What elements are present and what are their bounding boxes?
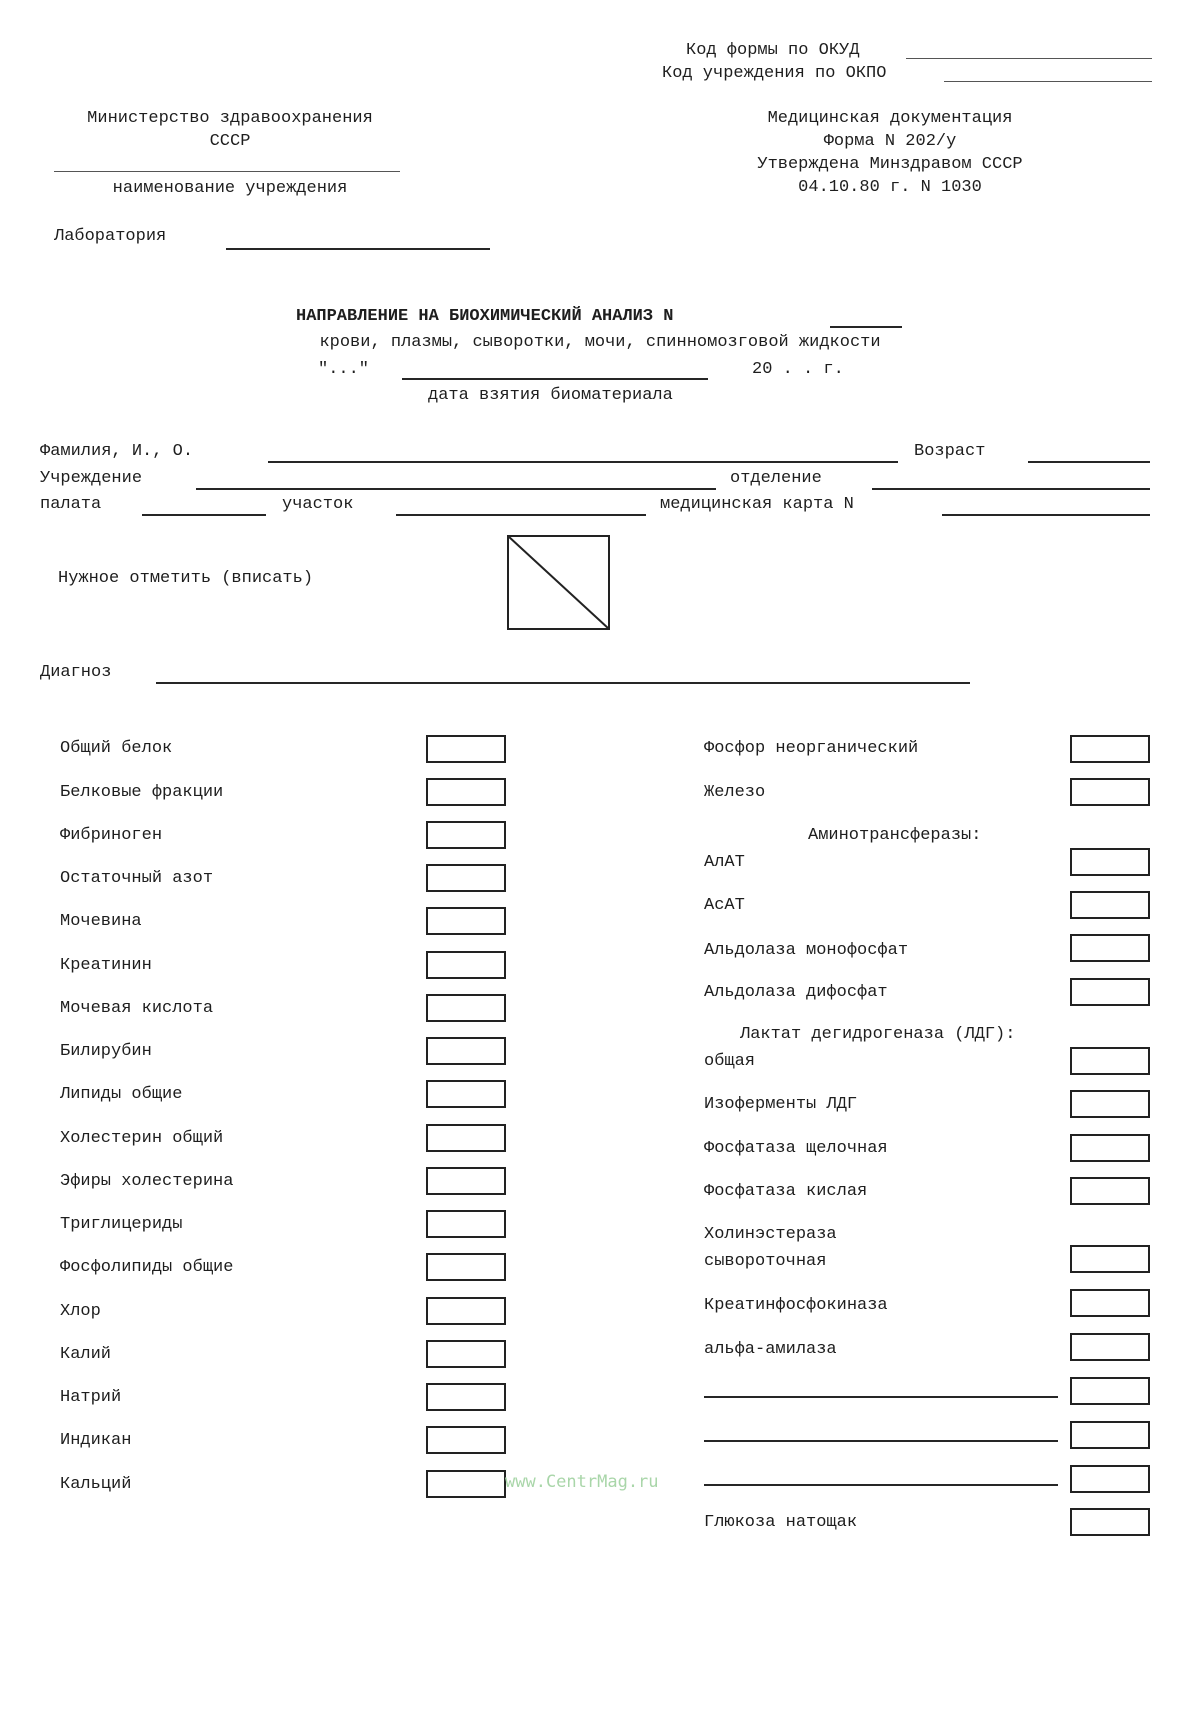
institution-code-field[interactable] [944,81,1152,82]
test-label: Фосфатаза щелочная [704,1139,888,1158]
doc-line-1: Медицинская документация [767,109,1013,128]
test-label: Эфиры холестерина [60,1172,234,1191]
institution-field[interactable] [196,488,716,490]
department-label: отделение [730,469,822,488]
institution-code-label: Код учреждения по ОКПО [662,64,887,83]
test-checkbox[interactable] [426,1297,506,1325]
test-checkbox[interactable] [1070,934,1150,962]
institution-name-field[interactable] [54,171,400,172]
test-checkbox[interactable] [1070,1465,1150,1493]
test-checkbox[interactable] [1070,891,1150,919]
doc-line-3: Утверждена Минздравом СССР [757,155,1023,174]
institution-caption: наименование учреждения [112,179,348,198]
test-label: Альдолаза дифосфат [704,983,888,1002]
diagnosis-field[interactable] [156,682,970,684]
test-checkbox[interactable] [1070,778,1150,806]
test-checkbox[interactable] [426,1037,506,1065]
test-label: Билирубин [60,1042,152,1061]
age-field[interactable] [1028,461,1150,463]
test-checkbox[interactable] [426,821,506,849]
test-checkbox[interactable] [426,994,506,1022]
district-field[interactable] [396,514,646,516]
form-code-field[interactable] [906,58,1152,59]
test-checkbox[interactable] [1070,1421,1150,1449]
form-subtitle: крови, плазмы, сыворотки, мочи, спинномозговой жидкости [319,333,881,352]
test-checkbox[interactable] [426,1210,506,1238]
test-label: Мочевина [60,912,142,931]
date-caption: дата взятия биоматериала [428,386,673,405]
department-field[interactable] [872,488,1150,490]
group-heading: Лактат дегидрогеназа (ЛДГ): [740,1025,1016,1044]
custom-test-field[interactable] [704,1440,1058,1442]
test-label: Мочевая кислота [60,999,214,1018]
test-checkbox[interactable] [1070,1289,1150,1317]
test-label: Холинэстераза [704,1225,837,1244]
test-label: Фосфатаза кислая [704,1182,868,1201]
test-checkbox[interactable] [426,1080,506,1108]
test-checkbox[interactable] [426,1470,506,1498]
test-label: Кальций [60,1475,132,1494]
test-checkbox[interactable] [1070,1090,1150,1118]
test-label: Общий белок [60,739,173,758]
test-checkbox[interactable] [1070,735,1150,763]
crossed-box-icon [507,535,611,631]
test-checkbox[interactable] [1070,848,1150,876]
test-label: альфа-амилаза [704,1340,837,1359]
fio-label: Фамилия, И., О. [40,442,194,461]
test-label: Хлор [60,1302,101,1321]
form-number-field[interactable] [830,326,902,328]
test-checkbox[interactable] [426,907,506,935]
test-checkbox[interactable] [1070,1508,1150,1536]
date-year: 20 . . г. [752,360,844,379]
test-checkbox[interactable] [426,1167,506,1195]
test-checkbox[interactable] [426,864,506,892]
test-label: Фибриноген [60,826,163,845]
test-label: Фосфолипиды общие [60,1258,234,1277]
test-checkbox[interactable] [426,1124,506,1152]
test-label: Остаточный азот [60,869,214,888]
custom-test-field[interactable] [704,1484,1058,1486]
test-checkbox[interactable] [1070,978,1150,1006]
test-label: АсАТ [704,896,745,915]
test-label: Изоферменты ЛДГ [704,1095,858,1114]
test-label: АлАТ [704,853,745,872]
fio-field[interactable] [268,461,898,463]
ward-field[interactable] [142,514,266,516]
test-checkbox[interactable] [1070,1047,1150,1075]
test-checkbox[interactable] [426,1340,506,1368]
test-label: Триглицериды [60,1215,183,1234]
test-label: сывороточная [704,1252,827,1271]
lab-label: Лаборатория [54,227,167,246]
test-label: Глюкоза натощак [704,1513,858,1532]
ministry-line-1: Министерство здравоохранения [87,109,373,128]
ministry-line-2: СССР [209,132,251,151]
test-checkbox[interactable] [426,1253,506,1281]
test-label: Индикан [60,1431,132,1450]
watermark: www.CentrMag.ru [505,1472,659,1492]
test-label: Креатинин [60,956,152,975]
form-title: НАПРАВЛЕНИЕ НА БИОХИМИЧЕСКИЙ АНАЛИЗ N [296,307,674,326]
test-checkbox[interactable] [1070,1333,1150,1361]
test-label: Альдолаза монофосфат [704,941,909,960]
test-label: Натрий [60,1388,122,1407]
test-checkbox[interactable] [426,778,506,806]
test-label: общая [704,1052,756,1071]
test-checkbox[interactable] [1070,1377,1150,1405]
test-label: Фосфор неорганический [704,739,919,758]
test-label: Калий [60,1345,112,1364]
mark-note: Нужное отметить (вписать) [58,569,314,588]
test-label: Креатинфосфокиназа [704,1296,888,1315]
doc-line-4: 04.10.80 г. N 1030 [798,178,982,197]
doc-line-2: Форма N 202/у [823,132,957,151]
test-checkbox[interactable] [1070,1134,1150,1162]
test-checkbox[interactable] [1070,1245,1150,1273]
card-label: медицинская карта N [660,495,854,514]
age-label: Возраст [914,442,986,461]
test-checkbox[interactable] [426,1426,506,1454]
group-heading: Аминотрансферазы: [808,826,982,845]
custom-test-field[interactable] [704,1396,1058,1398]
test-checkbox[interactable] [426,735,506,763]
test-label: Железо [704,783,766,802]
test-label: Липиды общие [60,1085,183,1104]
test-label: Холестерин общий [60,1129,224,1148]
test-label: Белковые фракции [60,783,224,802]
card-field[interactable] [942,514,1150,516]
test-checkbox[interactable] [1070,1177,1150,1205]
institution-label: Учреждение [40,469,143,488]
test-checkbox[interactable] [426,1383,506,1411]
form-code-label: Код формы по ОКУД [686,41,860,60]
ward-label: палата [40,495,102,514]
date-field[interactable] [402,378,708,380]
date-open-quote: "..." [318,360,370,379]
diagnosis-label: Диагноз [40,663,112,682]
district-label: участок [282,495,354,514]
test-checkbox[interactable] [426,951,506,979]
lab-field[interactable] [226,248,490,250]
